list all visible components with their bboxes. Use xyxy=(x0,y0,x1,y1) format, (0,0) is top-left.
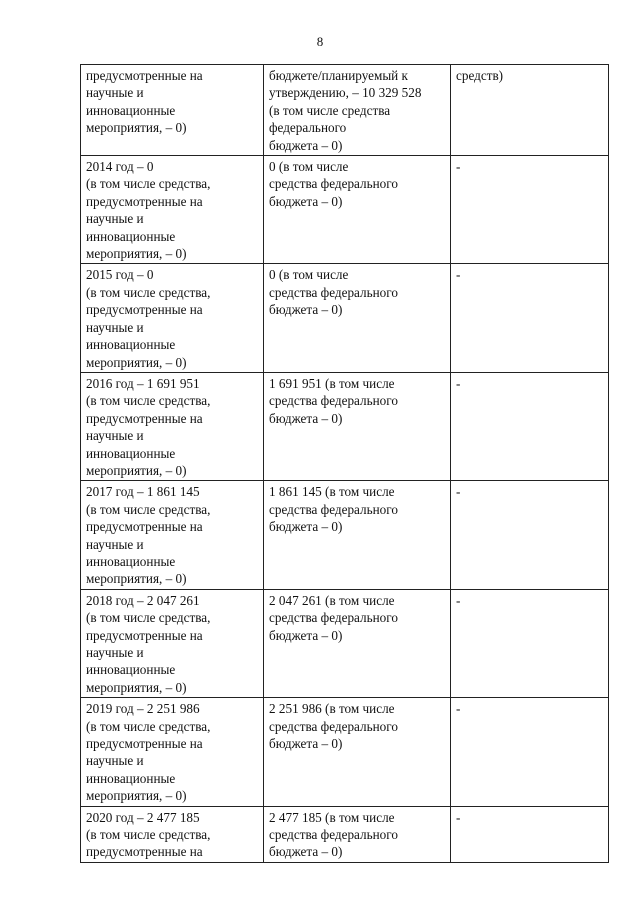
table-cell-note: - xyxy=(451,698,609,806)
table-row xyxy=(81,806,609,862)
table-cell-period: предусмотренные на научные и инновационные мероприятия, – 0) xyxy=(81,65,264,156)
page-number: 8 xyxy=(316,34,324,49)
table-row xyxy=(81,589,609,697)
table-cell-amount: 2 047 261 (в том числе средства федерального бюджета – 0) xyxy=(264,589,451,697)
table-cell-period: 2015 год – 0 (в том числе средства, предусмотренные на научные и инновационные мероприятия, – 0) xyxy=(81,264,264,372)
table-row xyxy=(81,372,609,480)
table-cell-period: 2019 год – 2 251 986 (в том числе средства, предусмотренные на научные и инновационные мероприятия, – 0) xyxy=(81,698,264,806)
table-row xyxy=(81,698,609,806)
table-cell-amount: 2 251 986 (в том числе средства федерального бюджета – 0) xyxy=(264,698,451,806)
table-cell-period: 2018 год – 2 047 261 (в том числе средства, предусмотренные на научные и инновационные мероприятия, – 0) xyxy=(81,589,264,697)
table-cell-amount: 0 (в том числе средства федерального бюджета – 0) xyxy=(264,156,451,264)
table-row xyxy=(81,264,609,372)
table-cell-period: 2020 год – 2 477 185 (в том числе средства, предусмотренные на xyxy=(81,806,264,862)
table-cell-note: средств) xyxy=(451,65,609,156)
table-cell-note: - xyxy=(451,372,609,480)
table-cell-period: 2014 год – 0 (в том числе средства, предусмотренные на научные и инновационные мероприятия, – 0) xyxy=(81,156,264,264)
table-row xyxy=(81,65,609,156)
table-cell-period: 2017 год – 1 861 145 (в том числе средства, предусмотренные на научные и инновационные мероприятия, – 0) xyxy=(81,481,264,589)
table-cell-note: - xyxy=(451,264,609,372)
table-cell-note: - xyxy=(451,156,609,264)
table-cell-amount: бюджете/планируемый к утверждению, – 10 329 528 (в том числе средства федерального бюджета – 0) xyxy=(264,65,451,156)
table-row xyxy=(81,481,609,589)
table-cell-amount: 0 (в том числе средства федерального бюджета – 0) xyxy=(264,264,451,372)
budget-table xyxy=(80,64,609,863)
table-cell-note: - xyxy=(451,481,609,589)
table-cell-note: - xyxy=(451,806,609,862)
table-cell-amount: 2 477 185 (в том числе средства федерального бюджета – 0) xyxy=(264,806,451,862)
table-cell-amount: 1 861 145 (в том числе средства федерального бюджета – 0) xyxy=(264,481,451,589)
table-cell-amount: 1 691 951 (в том числе средства федерального бюджета – 0) xyxy=(264,372,451,480)
table-cell-period: 2016 год – 1 691 951 (в том числе средства, предусмотренные на научные и инновационные мероприятия, – 0) xyxy=(81,372,264,480)
table-row xyxy=(81,156,609,264)
table-cell-note: - xyxy=(451,589,609,697)
